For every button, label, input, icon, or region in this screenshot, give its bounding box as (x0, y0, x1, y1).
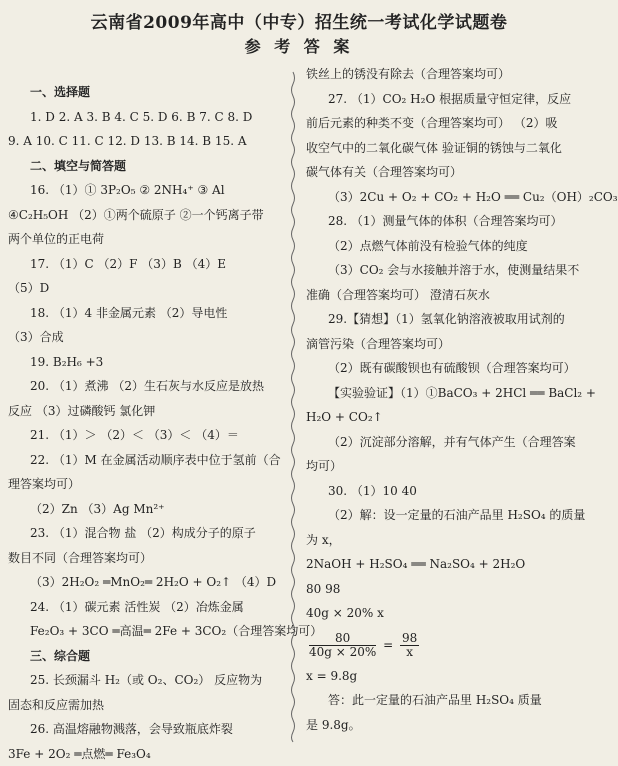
left-answer-line: 26. 高温熔融物溅落，会导致瓶底炸裂 (8, 717, 286, 742)
fraction-right (400, 632, 419, 659)
left-answer-line: 1. D 2. A 3. B 4. C 5. D 6. B 7. C 8. D (8, 105, 286, 130)
right-answer-line: 准确（合理答案均可） 澄清石灰水 (306, 283, 590, 308)
right-answer-line: 40g × 20% x (306, 601, 590, 626)
conclusion-line: 答：此一定量的石油产品里 H₂SO₄ 质量 (306, 688, 590, 713)
fraction-right-numerator: 98 (400, 632, 419, 646)
left-answer-line: 19. B₂H₆ +3 (8, 350, 286, 375)
right-answer-line: 为 x， (306, 528, 590, 553)
left-answer-line: 18. （1）4 非金属元素 （2）导电性 (8, 301, 286, 326)
right-answer-line: 滴管污染（合理答案均可） (306, 332, 590, 357)
right-answer-line: （2）解：设一定量的石油产品里 H₂SO₄ 的质量 (306, 503, 590, 528)
right-answer-line: 80 98 (306, 577, 590, 602)
right-answer-line: 28. （1）测量气体的体积（合理答案均可） (306, 209, 590, 234)
fraction-left-numerator: 80 (309, 632, 376, 646)
left-answer-line: 理答案均可） (8, 472, 286, 497)
right-answer-line: 30. （1）10 40 (306, 479, 590, 504)
right-column (306, 62, 590, 737)
page-subtitle: 参 考 答 案 (0, 34, 598, 57)
right-answer-line: 29.【猜想】（1）氢氧化钠溶液被取用试剂的 (306, 307, 590, 332)
left-answer-line: 17. （1）C （2）F （3）B （4）E (8, 252, 286, 277)
left-answer-line: 9. A 10. C 11. C 12. D 13. B 14. B 15. A (8, 129, 286, 154)
left-answer-line: 20. （1）煮沸 （2）生石灰与水反应是放热 (8, 374, 286, 399)
left-answer-line: 数目不同（合理答案均可） (8, 546, 286, 571)
left-answer-line: 固态和反应需加热 (8, 693, 286, 718)
left-answer-line: 16. （1）① 3P₂O₅ ② 2NH₄⁺ ③ Al (8, 178, 286, 203)
left-answer-line: 反应 （3）过磷酸钙 氯化钾 (8, 399, 286, 424)
right-answer-line: （2）点燃气体前没有检验气体的纯度 (306, 234, 590, 259)
right-answer-line: 2NaOH + H₂SO₄ ══ Na₂SO₄ + 2H₂O (306, 552, 590, 577)
right-answer-line: 均可） (306, 454, 590, 479)
fraction-left (309, 632, 376, 659)
fraction-equation (306, 626, 590, 664)
fraction-equals: = (383, 638, 393, 652)
left-answer-line: （3）2H₂O₂ ═MnO₂═ 2H₂O + O₂↑ （4）D (8, 570, 286, 595)
left-answer-line: 23. （1）混合物 盐 （2）构成分子的原子 (8, 521, 286, 546)
right-answer-line: （3）2Cu + O₂ + CO₂ + H₂O ══ Cu₂（OH）₂CO₃ (306, 185, 590, 210)
left-answer-line: 24. （1）碳元素 活性炭 （2）冶炼金属 (8, 595, 286, 620)
left-answer-line: 25. 长颈漏斗 H₂（或 O₂、CO₂） 反应物为 (8, 668, 286, 693)
conclusion-line: 是 9.8g。 (306, 713, 590, 738)
left-answer-line: 一、选择题 (8, 80, 286, 105)
left-answer-line: （5）D (8, 276, 286, 301)
fraction-right-denominator: x (400, 646, 419, 659)
left-answer-line: ④C₂H₅OH （2）①两个硫原子 ②一个钙离子带 (8, 203, 286, 228)
right-answer-line: 【实验验证】（1）①BaCO₃ + 2HCl ══ BaCl₂ + (306, 381, 590, 406)
left-answer-line: （3）合成 (8, 325, 286, 350)
left-answer-line: 二、填空与简答题 (8, 154, 286, 179)
left-answer-line: 三、综合题 (8, 644, 286, 669)
right-answer-line: H₂O + CO₂↑ (306, 405, 590, 430)
right-answer-line: （3）CO₂ 会与水接触并溶于水，使测量结果不 (306, 258, 590, 283)
right-answer-line: 铁丝上的锈没有除去（合理答案均可） (306, 62, 590, 87)
left-answer-line: 21. （1）＞ （2）＜ （3）＜ （4）＝ (8, 423, 286, 448)
right-answer-line: 前后元素的种类不变（合理答案均可） （2）吸 (306, 111, 590, 136)
right-answer-line: （2）沉淀部分溶解，并有气体产生（合理答案 (306, 430, 590, 455)
right-answer-line: （2）既有碳酸钡也有硫酸钡（合理答案均可） (306, 356, 590, 381)
left-answer-line: 3Fe + 2O₂ ═点燃═ Fe₃O₄ (8, 742, 286, 766)
fraction-left-denominator: 40g × 20% (309, 646, 376, 659)
conclusion-line: x = 9.8g (306, 664, 590, 689)
left-answer-line: （2）Zn （3）Ag Mn²⁺ (8, 497, 286, 522)
right-answer-line: 碳气体有关（合理答案均可） (306, 160, 590, 185)
right-answer-line: 27. （1）CO₂ H₂O 根据质量守恒定律，反应 (306, 87, 590, 112)
right-answer-line: 收空气中的二氧化碳气体 验证铜的锈蚀与二氧化 (306, 136, 590, 161)
left-column (8, 80, 286, 766)
left-answer-line: 22. （1）M 在金属活动顺序表中位于氢前（合 (8, 448, 286, 473)
left-answer-line: Fe₂O₃ + 3CO ═高温═ 2Fe + 3CO₂（合理答案均可） (8, 619, 286, 644)
left-answer-line: 两个单位的正电荷 (8, 227, 286, 252)
page-title: 云南省2009年高中（中专）招生统一考试化学试题卷 (0, 8, 598, 33)
